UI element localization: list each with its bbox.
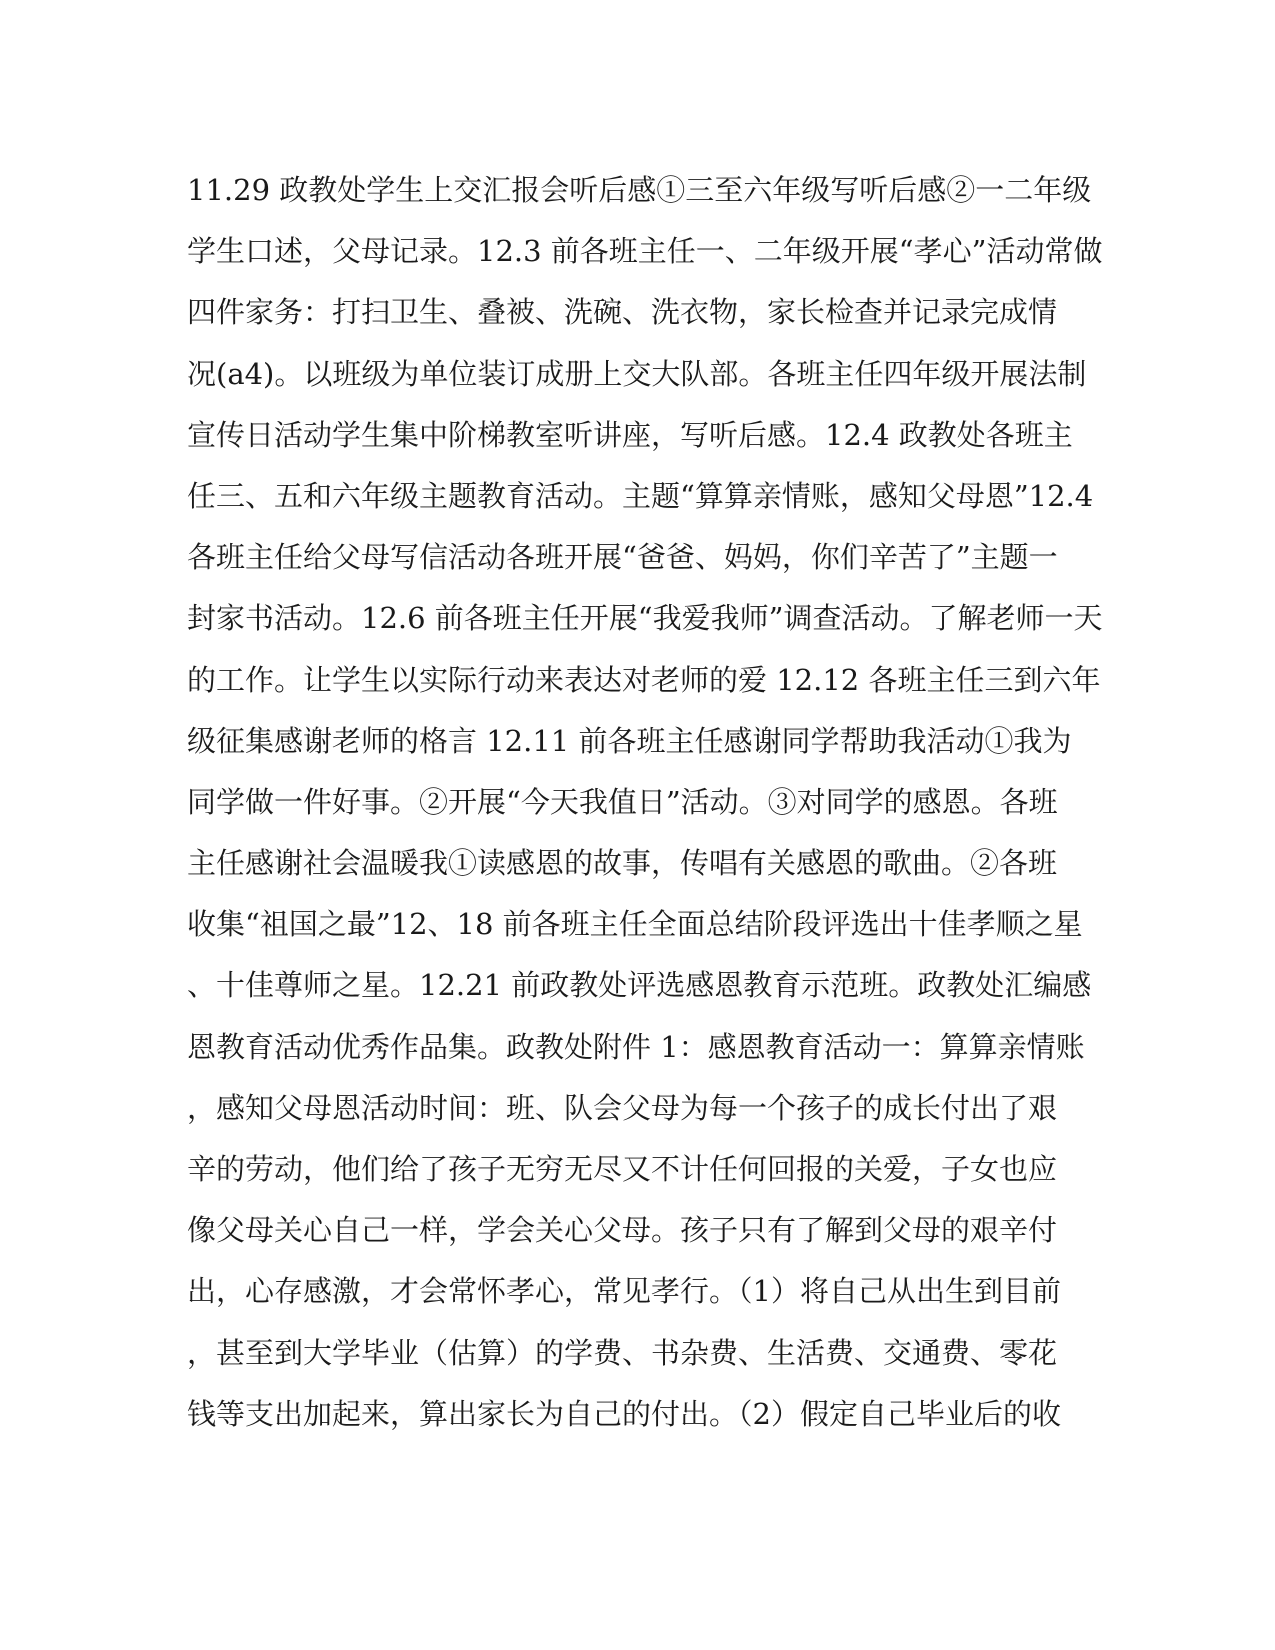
text-line: ，感知父母恩活动时间：班、队会父母为每一个孩子的成长付出了艰 <box>187 1090 1058 1125</box>
body-text <box>187 160 1103 1445</box>
text-line: 像父母关心自己一样，学会关心父母。孩子只有了解到父母的艰辛付 <box>187 1213 1058 1248</box>
text-line: 、十佳尊师之星。12.21 前政教处评选感恩教育示范班。政教处汇编感 <box>187 968 1092 1003</box>
text-line: 主任感谢社会温暖我①读感恩的故事，传唱有关感恩的歌曲。②各班 <box>187 846 1058 881</box>
text-line: 任三、五和六年级主题教育活动。主题“算算亲情账，感知父母恩”12.4 <box>187 478 1094 513</box>
text-line: 钱等支出加起来，算出家长为自己的付出。（2）假定自己毕业后的收 <box>187 1396 1061 1431</box>
text-line: 同学做一件好事。②开展“今天我值日”活动。③对同学的感恩。各班 <box>187 784 1058 819</box>
text-line: 收集“祖国之最”12、18 前各班主任全面总结阶段评选出十佳孝顺之星 <box>187 907 1083 942</box>
text-line: 级征集感谢老师的格言 12.11 前各班主任感谢同学帮助我活动①我为 <box>187 723 1072 758</box>
text-line: 辛的劳动，他们给了孩子无穷无尽又不计任何回报的关爱，子女也应 <box>187 1152 1058 1186</box>
text-line: 况(a4)。以班级为单位装订成册上交大队部。各班主任四年级开展法制 <box>187 356 1087 391</box>
text-line: 出，心存感激，才会常怀孝心，常见孝行。（1）将自己从出生到目前 <box>187 1274 1061 1309</box>
text-line: 封家书活动。12.6 前各班主任开展“我爱我师”调查活动。了解老师一天 <box>187 601 1103 636</box>
text-line: 各班主任给父母写信活动各班开展“爸爸、妈妈，你们辛苦了”主题一 <box>187 540 1058 575</box>
text-line: 宣传日活动学生集中阶梯教室听讲座，写听后感。12.4 政教处各班主 <box>187 417 1073 452</box>
text-line: 的工作。让学生以实际行动来表达对老师的爱 12.12 各班主任三到六年 <box>187 662 1101 697</box>
text-line: 四件家务：打扫卫生、叠被、洗碗、洗衣物，家长检查并记录完成情 <box>187 295 1058 330</box>
text-line: 11.29 政教处学生上交汇报会听后感①三至六年级写听后感②一二年级 <box>187 173 1092 207</box>
text-line: ，甚至到大学毕业（估算）的学费、书杂费、生活费、交通费、零花 <box>187 1335 1058 1370</box>
text-line: 学生口述，父母记录。12.3 前各班主任一、二年级开展“孝心”活动常做 <box>187 234 1103 269</box>
text-line: 恩教育活动优秀作品集。政教处附件 1：感恩教育活动一：算算亲情账 <box>187 1029 1085 1064</box>
